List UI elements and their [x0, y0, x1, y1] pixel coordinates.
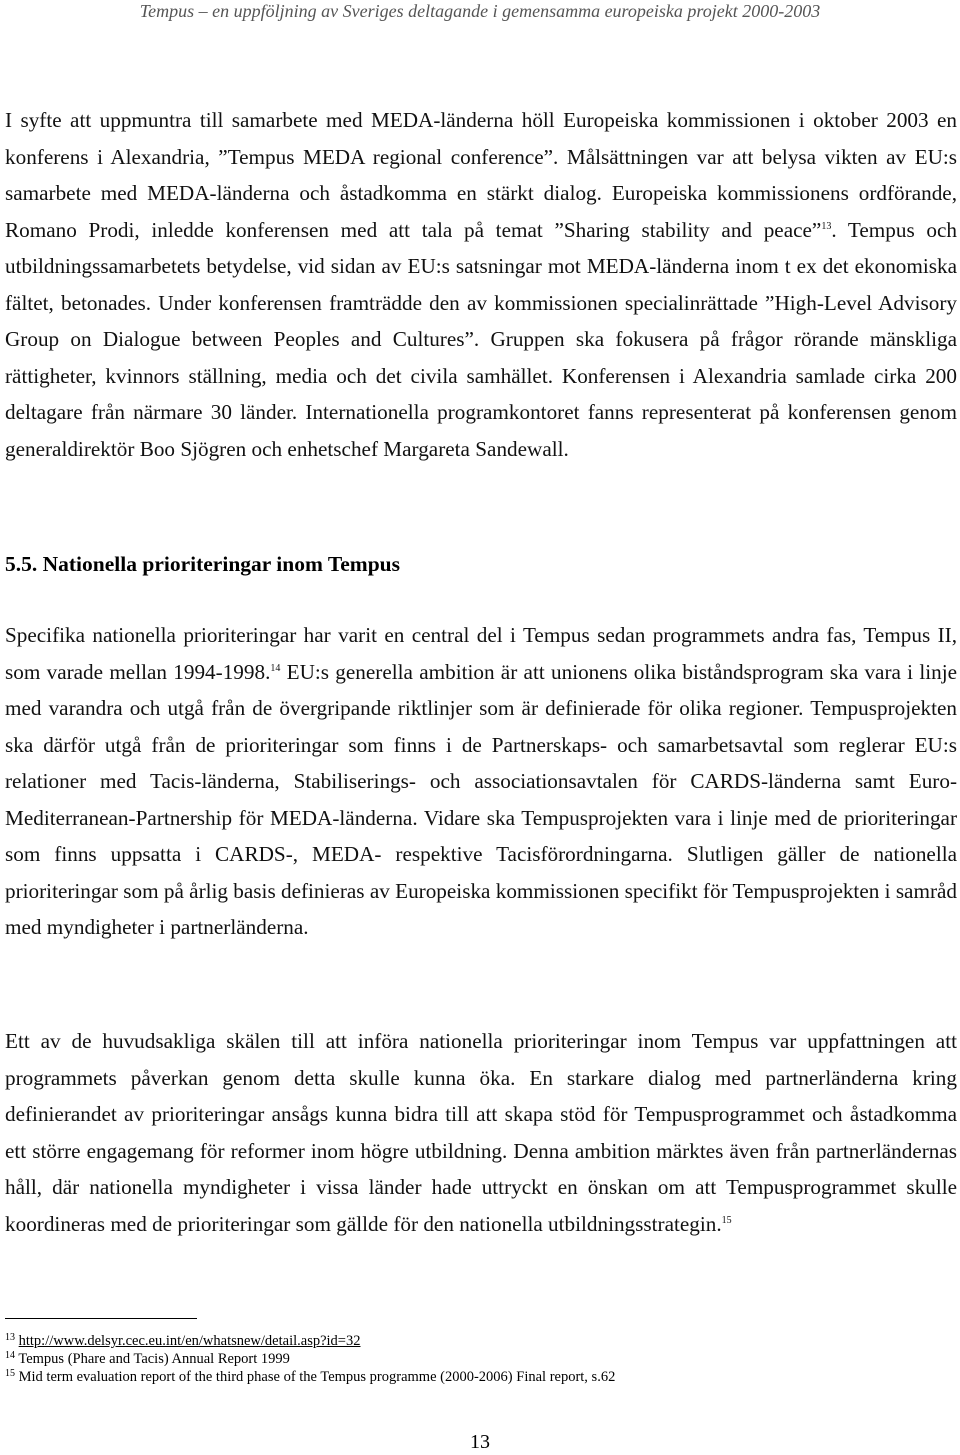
- footnote-ref-13[interactable]: 13: [821, 220, 832, 232]
- footnote-divider: [5, 1318, 197, 1319]
- footnote-15: [5, 1368, 945, 1386]
- paragraph-text: Ett av de huvudsakliga skälen till att införa nationella prioriteringar inom Tempus var uppfattningen att programmets påverkan genom detta skulle kunna öka. En starkare dialog med partnerländerna kring definierandet av prioriteringar ansågs kunna bidra till att skapa stöd för Tempusprogrammet och åstadkomma ett större engagemang för reformer inom högre utbildning. Denna ambition märktes även från partnerländernas håll, där nationella myndigheter i vissa länder hade uttryckt en önskan om att Tempusprogrammet skulle koordineras med de prioriteringar som gällde för den nationella utbildningsstrategin.: [5, 1029, 957, 1236]
- footnotes: [5, 1332, 945, 1386]
- footnote-text: Mid term evaluation report of the third phase of the Tempus programme (2000-2006) Final report, s.62: [18, 1369, 616, 1385]
- footnote-number: 13: [5, 1332, 15, 1343]
- footnote-text: Tempus (Phare and Tacis) Annual Report 1999: [18, 1351, 290, 1367]
- paragraph-reasons: [5, 1023, 957, 1242]
- paragraph-text: EU:s generella ambition är att unionens olika biståndsprogram ska vara i linje med varandra och utgå från de övergripande riktlinjer som är definierade för olika regioner. Tempusprojekten ska därför utgå från de prioriteringar som finns i de Partnerskaps- och samarbetsavtal som reglerar EU:s relationer med Tacis-länderna, Stabiliserings- och associationsavtalen för CARDS-länderna samt Euro-Mediterranean-Partnership för MEDA-länderna. Vidare ska Tempusprojekten vara i linje med de prioriteringar som finns uppsatta i CARDS-, MEDA- respektive Tacisförordningarna. Slutligen gäller de nationella prioriteringar som på årlig basis definieras av Europeiska kommissionen specifikt för Tempusprojekten i samråd med myndigheter i partnerländerna.: [5, 659, 957, 939]
- paragraph-text: . Tempus och utbildningssamarbetets betydelse, vid sidan av EU:s satsningar mot MEDA-länderna inom t ex det ekonomiska fältet, betonades. Under konferensen framträdde den av kommissionen specialinrättade ”High-Level Advisory Group on Dialogue between Peoples and Cultures”. Gruppen ska fokusera på frågor rörande mänskliga rättigheter, kvinnors ställning, media och det civila samhället. Konferensen i Alexandria samlade cirka 200 deltagare från närmare 30 länder. Internationella programkontoret fanns representerat på konferensen genom generaldirektör Boo Sjögren och enhetschef Margareta Sandewall.: [5, 217, 957, 461]
- footnote-14: [5, 1350, 945, 1368]
- paragraph-national-priorities: [5, 617, 957, 946]
- footnote-13: [5, 1332, 945, 1350]
- footnote-link[interactable]: http://www.delsyr.cec.eu.int/en/whatsnew/detail.asp?id=32: [18, 1333, 361, 1349]
- paragraph-text: Specifika nationella prioriteringar har varit en central del i Tempus sedan programmets andra fas, Tempus II, som varade mellan 1994-1998.: [5, 623, 957, 684]
- page-number: 13: [470, 1431, 490, 1453]
- section-heading: [5, 548, 400, 580]
- paragraph-meda-conference: [5, 102, 957, 467]
- footnote-number: 15: [5, 1368, 15, 1379]
- running-header: Tempus – en uppföljning av Sveriges deltagande i gemensamma europeiska projekt 2000-2003: [139, 1, 821, 21]
- section-title: Nationella prioriteringar inom Tempus: [42, 552, 400, 576]
- footnote-ref-15[interactable]: 15: [721, 1214, 732, 1226]
- footnote-number: 14: [5, 1350, 15, 1361]
- footnote-ref-14[interactable]: 14: [270, 662, 281, 674]
- paragraph-text: I syfte att uppmuntra till samarbete med MEDA-länderna höll Europeiska kommissionen i oktober 2003 en konferens i Alexandria, ”Tempus MEDA regional conference”. Målsättningen var att belysa vikten av EU:s samarbete med MEDA-länderna och åstadkomma en stärkt dialog. Europeiska kommissionens ordförande, Romano Prodi, inledde konferensen med att tala på temat ”Sharing stability and peace”: [5, 108, 957, 242]
- section-number: 5.5.: [5, 552, 38, 576]
